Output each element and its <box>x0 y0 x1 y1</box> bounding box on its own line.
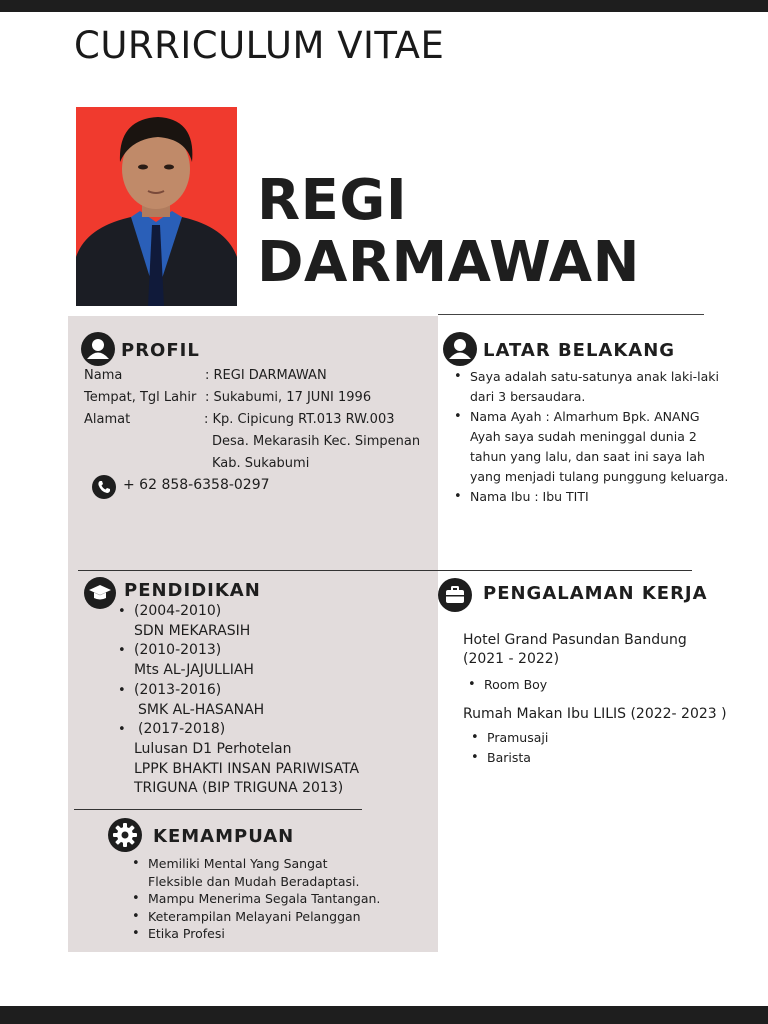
latar-text: tahun yang lalu, dan saat ini saya lah <box>470 449 705 464</box>
job-title <box>463 631 687 669</box>
pendidikan-list <box>116 602 416 799</box>
alamat-line3: Kab. Sukabumi <box>212 456 310 471</box>
list-item <box>116 681 416 720</box>
job-roles <box>466 675 547 695</box>
section-title-latar: LATAR BELAKANG <box>483 340 676 361</box>
list-item <box>130 855 430 890</box>
latar-text: Ayah saya sudah meninggal dunia 2 <box>470 429 697 444</box>
nama-value: : REGI DARMAWAN <box>205 368 327 383</box>
skill-text: • Mampu Menerima Segala Tantangan. <box>148 891 381 906</box>
ttl-label: Tempat, Tgl Lahir <box>84 390 197 405</box>
latar-text: dari 3 bersaudara. <box>470 389 586 404</box>
list-item <box>130 925 430 943</box>
ttl-value: : Sukabumi, 17 JUNI 1996 <box>205 390 372 405</box>
job-period: (2021 - 2022) <box>463 651 560 667</box>
edu-year: • (2017-2018) <box>138 721 226 738</box>
section-title-kerja: PENGALAMAN KERJA <box>483 583 708 604</box>
list-item <box>116 641 416 680</box>
skill-text: • Memiliki Mental Yang Sangat <box>148 856 328 871</box>
edu-school: TRIGUNA (BIP TRIGUNA 2013) <box>134 780 344 797</box>
list-item <box>130 908 430 926</box>
job-role: Pramusaji <box>487 730 549 745</box>
skill-text: Fleksible dan Mudah Beradaptasi. <box>148 873 360 889</box>
briefcase-icon <box>438 578 472 612</box>
alamat-label: Alamat <box>84 412 131 427</box>
last-name: DARMAWAN <box>257 230 640 295</box>
nama-label: Nama <box>84 368 123 383</box>
page-title: CURRICULUM VITAE <box>74 24 445 67</box>
job-role: Barista <box>487 750 531 765</box>
list-item <box>466 675 547 695</box>
divider <box>78 570 692 571</box>
edu-school: SMK AL-HASANAH <box>138 701 265 718</box>
edu-year: • (2004-2010) <box>134 603 222 619</box>
gear-icon <box>108 818 142 852</box>
user-icon <box>443 332 477 366</box>
list-item <box>452 407 752 487</box>
alamat-line2: Desa. Mekarasih Kec. Simpenan <box>212 434 421 449</box>
latar-text: yang menjadi tulang punggung keluarga. <box>470 469 729 484</box>
skill-text: • Keterampilan Melayani Pelanggan <box>148 908 361 924</box>
latar-list <box>452 367 752 507</box>
graduation-cap-icon <box>84 577 116 609</box>
user-icon <box>81 332 115 366</box>
job-title <box>463 705 727 724</box>
person-name <box>257 170 640 294</box>
skill-text: • Etika Profesi <box>148 926 225 941</box>
latar-text: • Nama Ibu : Ibu TITI <box>470 489 589 504</box>
edu-school: LPPK BHAKTI INSAN PARIWISATA <box>134 760 360 777</box>
list-item <box>452 367 752 407</box>
job-place: Hotel Grand Pasundan Bandung <box>463 632 687 648</box>
edu-year: • (2010-2013) <box>134 642 222 659</box>
phone-number: + 62 858-6358-0297 <box>123 477 270 493</box>
bottom-bar <box>0 1006 768 1024</box>
edu-school: SDN MEKARASIH <box>134 622 251 639</box>
edu-year: • (2013-2016) <box>134 681 222 698</box>
kemampuan-list <box>130 855 430 943</box>
list-item <box>130 890 430 908</box>
latar-text: • Saya adalah satu-satunya anak laki-laki <box>470 369 720 384</box>
list-item <box>469 728 548 748</box>
edu-school: Mts AL-JAJULLIAH <box>134 662 254 679</box>
section-title-kemampuan: KEMAMPUAN <box>153 826 295 847</box>
profile-photo <box>76 107 237 306</box>
job-place: Rumah Makan Ibu LILIS (2022- 2023 ) <box>463 706 727 722</box>
edu-school: Lulusan D1 Perhotelan <box>134 740 292 757</box>
alamat-line1: : Kp. Cipicung RT.013 RW.003 <box>204 412 395 427</box>
first-name: REGI <box>257 168 408 233</box>
job-role: Room Boy <box>484 677 548 692</box>
top-bar <box>0 0 768 12</box>
job-roles <box>469 728 548 768</box>
list-item <box>452 487 752 507</box>
list-item <box>116 602 416 641</box>
list-item <box>469 748 548 768</box>
section-title-profil: PROFIL <box>121 340 200 361</box>
phone-icon <box>92 475 116 499</box>
divider <box>438 314 704 315</box>
divider <box>74 809 362 810</box>
list-item <box>116 720 416 799</box>
section-title-pendidikan: PENDIDIKAN <box>124 580 261 601</box>
latar-text: • Nama Ayah : Almarhum Bpk. ANANG <box>470 409 700 424</box>
